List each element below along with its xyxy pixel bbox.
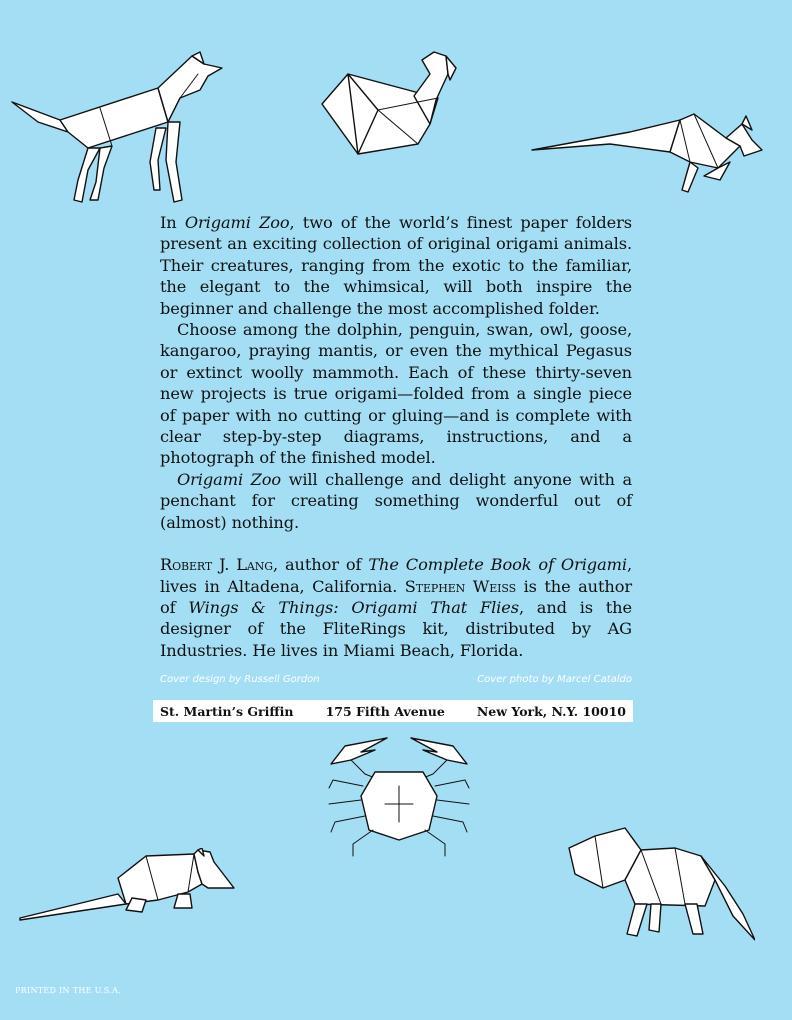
author-name: Stephen Weiss <box>404 576 517 596</box>
book-title: The Complete Book of Origami <box>368 555 627 575</box>
publisher-name: St. Martin’s Griffin <box>160 703 294 719</box>
description-text-block <box>160 212 632 661</box>
author-name: Robert J. Lang <box>160 555 273 575</box>
book-title: Wings & Things: Origami That Flies <box>188 597 519 617</box>
publisher-address: 175 Fifth Avenue <box>325 703 445 719</box>
origami-crab-illustration <box>325 736 473 861</box>
publisher-city: New York, N.Y. 10010 <box>476 703 626 719</box>
origami-dog-illustration <box>8 50 228 205</box>
projects-paragraph: Choose among the dolphin, penguin, swan, owl, goose, kangaroo, praying mantis, or even the mythical Pegasus or extinct woolly mammoth. Each of these thirty-seven new projects is true origami—folded from a single piece of paper with no cutting or gluing—and is complete with clear step-by-step diagrams, instructions, and a photograph of the finished model. <box>160 320 632 468</box>
intro-paragraph: In Origami Zoo, two of the world’s finest paper folders present an exciting collection of original origami animals. Their creatures, ranging from the exotic to the familiar, the elegant to the whimsical, will both inspire the beginner and challenge the most accomplished folder. <box>160 213 633 318</box>
cover-photo-credit: Cover photo by Marcel Cataldo <box>477 674 632 685</box>
publisher-bar <box>153 700 633 722</box>
origami-kangaroo-illustration <box>530 110 765 195</box>
cover-design-credit: Cover design by Russell Gordon <box>160 674 320 685</box>
printed-in-usa-note: PRINTED IN THE U.S.A. <box>15 986 122 995</box>
origami-swan-illustration <box>318 44 458 174</box>
author-bio-paragraph: Robert J. Lang, author of The Complete Book of Origami, lives in Altadena, California. Stephen Weiss is the author of Wings & Things: Origami That Flies, and is the designer of the FliteRings kit, distributed by AG Industries. He lives in Miami Beach, Florida. <box>160 555 632 660</box>
closing-paragraph: Origami Zoo will challenge and delight anyone with a penchant for creating something wonderful out of (almost) nothing. <box>160 469 632 532</box>
origami-lion-illustration <box>565 826 755 946</box>
origami-mouse-illustration <box>18 848 240 923</box>
